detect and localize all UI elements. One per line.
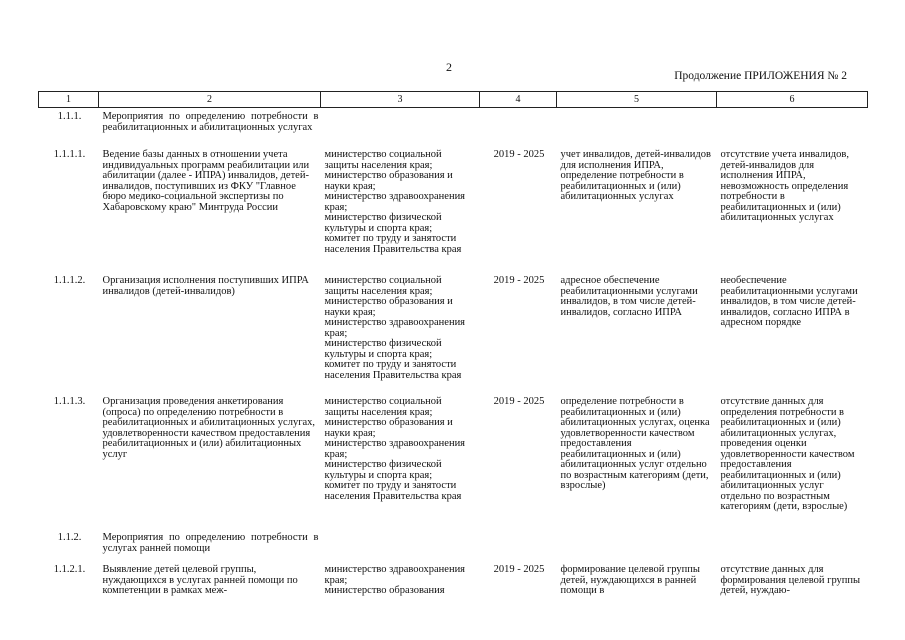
expected-result: учет инвалидов, детей-инвалидов для исполнения ИПРА, определение потребности в реабилитационных и (или) абилитационных услугах [560, 149, 711, 202]
consequences: отсутствие данных для определения потребности в реабилитационных и (или) абилитационных услугах, проведения оценки удовлетворенности качеством предоставления реабилитационных и (или) абилитационных услуг отдельно по возрастным категориям (дети, взрослые) [720, 396, 855, 512]
item-number: 1.1.1. [57, 111, 82, 122]
column-header: 5 [557, 92, 717, 108]
executor: министерство социальной защиты населения края; министерство образования и науки края; министерство здравоохранения края; министерство физической культуры и спорта края; комитет по труду и занятости населения Правительства края [324, 396, 466, 502]
period: 2019 - 2025 [493, 396, 545, 407]
executor: министерство социальной защиты населения края; министерство образования и науки края; министерство здравоохранения края; министерство физической культуры и спорта края; комитет по труду и занятости населения Правительства края [324, 275, 466, 381]
table-row [39, 150, 868, 276]
activity-name: Выявление детей целевой группы, нуждающихся в услугах ранней помощи по компетенции в рамках меж- [102, 564, 298, 596]
activity-name: Организация проведения анкетирования (опроса) по определению потребности в реабилитационных и абилитационных услугах, удовлетворенности качеством предоставления реабилитационных и (или) абилитационных услуг [102, 396, 316, 460]
executor [321, 108, 480, 151]
executor: министерство здравоохранения края; министерство образования [324, 564, 466, 596]
expected-result: адресное обеспечение реабилитационными услугами инвалидов, в том числе детей-инвалидов, согласно ИПРА [560, 275, 698, 318]
expected-result [557, 108, 717, 151]
table-row [39, 397, 868, 533]
measures-table [38, 91, 868, 605]
activity-name: Ведение базы данных в отношении учета индивидуальных программ реабилитации или абилитации (далее - ИПРА) инвалидов, детей-инвалидов, поступивших из ФКУ "Главное бюро медико-социальной экспертизы по Хабаровскому краю" Минтруда России [102, 149, 310, 213]
column-header: 3 [321, 92, 480, 108]
table-row [39, 533, 868, 565]
period: 2019 - 2025 [493, 149, 545, 160]
expected-result: формирование целевой группы детей, нуждающихся в ранней помощи в [560, 564, 700, 596]
column-number-row [39, 92, 868, 108]
period: 2019 - 2025 [493, 564, 545, 575]
period [480, 108, 557, 151]
table-row [39, 276, 868, 397]
column-header: 2 [99, 92, 321, 108]
executor [321, 533, 480, 565]
item-number: 1.1.1.1. [53, 149, 86, 160]
period: 2019 - 2025 [493, 275, 545, 286]
activity-name: Мероприятия по определению потребности в реабилитационных и абилитационных услугах [102, 111, 319, 133]
consequences [717, 533, 868, 565]
activity-name: Организация исполнения поступивших ИПРА инвалидов (детей-инвалидов) [102, 275, 309, 297]
item-number: 1.1.1.3. [53, 396, 86, 407]
page-number: 2 [446, 60, 452, 74]
column-header: 1 [39, 92, 99, 108]
column-header: 6 [717, 92, 868, 108]
table-row [39, 108, 868, 151]
consequences: отсутствие данных для формирования целевой группы детей, нуждаю- [720, 564, 861, 596]
expected-result [557, 533, 717, 565]
consequences: отсутствие учета инвалидов, детей-инвалидов для исполнения ИПРА, невозможность определения потребности в реабилитационных и (или) абилитационных услугах [720, 149, 849, 223]
period [480, 533, 557, 565]
activity-name: Мероприятия по определению потребности в услугах ранней помощи [102, 532, 319, 554]
item-number: 1.1.1.2. [53, 275, 86, 286]
item-number: 1.1.2.1. [53, 564, 86, 575]
consequences: необеспечение реабилитационными услугами инвалидов, в том числе детей-инвалидов, согласно ИПРА в адресном порядке [720, 275, 858, 328]
table-row [39, 565, 868, 605]
appendix-continuation-label: Продолжение ПРИЛОЖЕНИЯ № 2 [674, 70, 847, 82]
column-header: 4 [480, 92, 557, 108]
consequences [717, 108, 868, 151]
expected-result: определение потребности в реабилитационных и (или) абилитационных услугах, оценка удовлетворенности качеством предоставления реабилитационных и (или) абилитационных услуг отдельно по возрастным категориям (дети, взрослые) [560, 396, 710, 491]
executor: министерство социальной защиты населения края; министерство образования и науки края; министерство здравоохранения края; министерство физической культуры и спорта края; комитет по труду и занятости населения Правительства края [324, 149, 466, 255]
item-number: 1.1.2. [57, 532, 82, 543]
